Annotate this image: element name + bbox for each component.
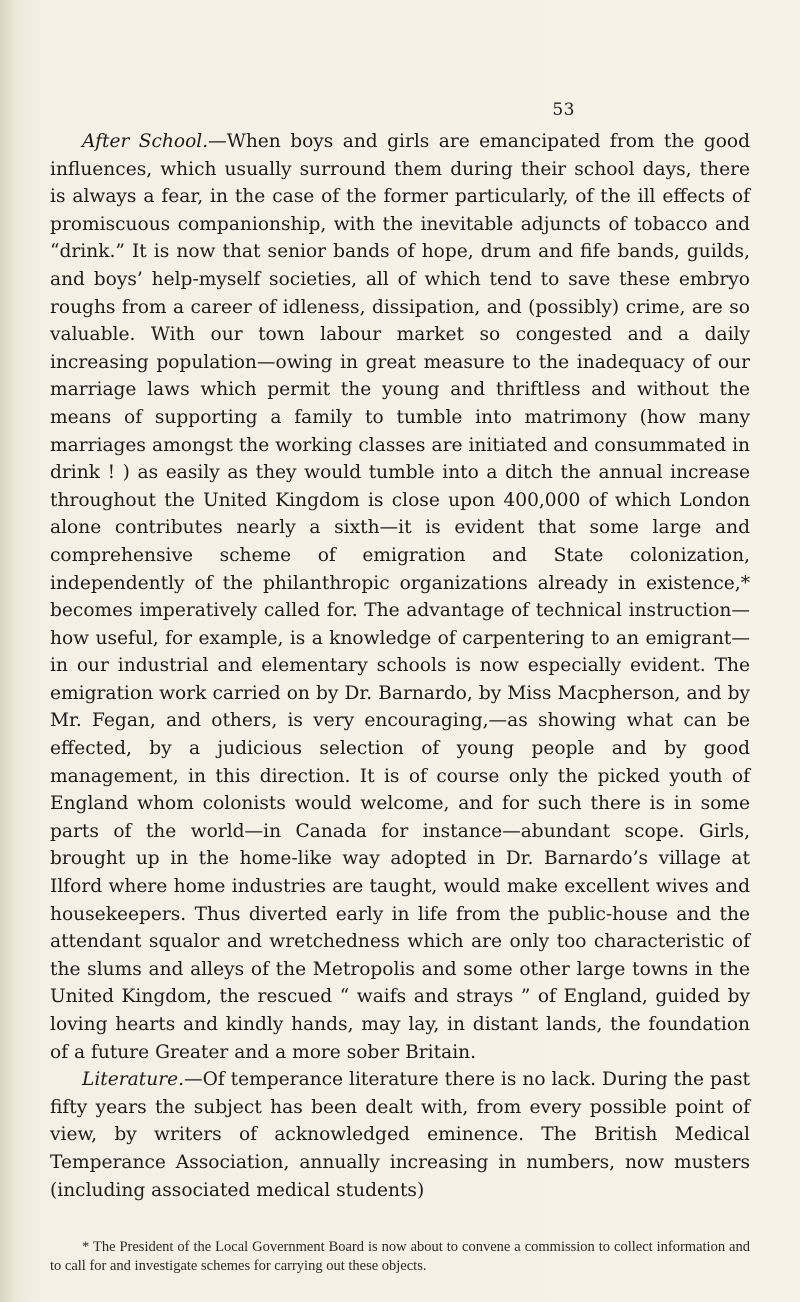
body-text [50,128,750,1204]
paragraph-text: —Of temperance literature there is no lack. During the past fifty years the subject has been dealt with, from every possible point of view, by writers of acknowledged eminence. The British Medical Temperance Association, annually increasing in numbers, now musters (including associated medical students) [50,1069,750,1201]
paragraph-literature [50,1066,750,1204]
footnote-text: * The President of the Local Government Board is now about to convene a commission to collect information and to call for and investigate schemes for carrying out these objects. [50,1239,750,1274]
paragraph-text: —When boys and girls are emancipated from the good influences, which usually surround them during their school days, there is always a fear, in the case of the former particularly, of the ill effects of promiscuous companionship, with the inevitable adjuncts of tobacco and “drink.” It is now that senior bands of hope, drum and fife bands, guilds, and boys’ help-myself societies, all of which tend to save these embryo roughs from a career of idleness, dissipation, and (possibly) crime, are so valuable. With our town labour market so congested and a daily increasing population—owing in great measure to the inadequacy of our marriage laws which permit the young and thriftless and without the means of supporting a family to tumble into matrimony (how many marriages amongst the working classes are initiated and consummated in drink ! ) as easily as they would tumble into a ditch the annual increase throughout the United Kingdom is close upon 400,000 of which London alone contributes nearly a sixth—it is evident that some large and comprehensive scheme of emigration and State colonization, independently of the philanthropic organizations already in existence,* becomes imperatively called for. The advantage of technical instruction—how useful, for example, is a knowledge of carpentering to an emigrant—in our industrial and elementary schools is now especially evident. The emigration work carried on by Dr. Barnardo, by Miss Macpherson, and by Mr. Fegan, and others, is very encouraging,—as showing what can be effected, by a judicious selection of young people and by good management, in this direction. It is of course only the picked youth of England whom colonists would welcome, and for such there is in some parts of the world—in Canada for instance—abundant scope. Girls, brought up in the home-like way adopted in Dr. Barnardo’s village at Ilford where home industries are taught, would make excellent wives and housekeepers. Thus diverted early in life from the public-house and the attendant squalor and wretchedness which are only too characteristic of the slums and alleys of the Metropolis and some other large towns in the United Kingdom, the rescued “ waifs and strays ” of England, guided by loving hearts and kindly hands, may lay, in distant lands, the foundation of a future Greater and a more sober Britain. [50,131,750,1063]
page-number: 53 [552,100,575,120]
section-heading-literature: Literature. [82,1069,184,1091]
paragraph-after-school [50,128,750,1066]
section-heading-after-school: After School. [82,131,209,152]
footnote [50,1238,750,1276]
